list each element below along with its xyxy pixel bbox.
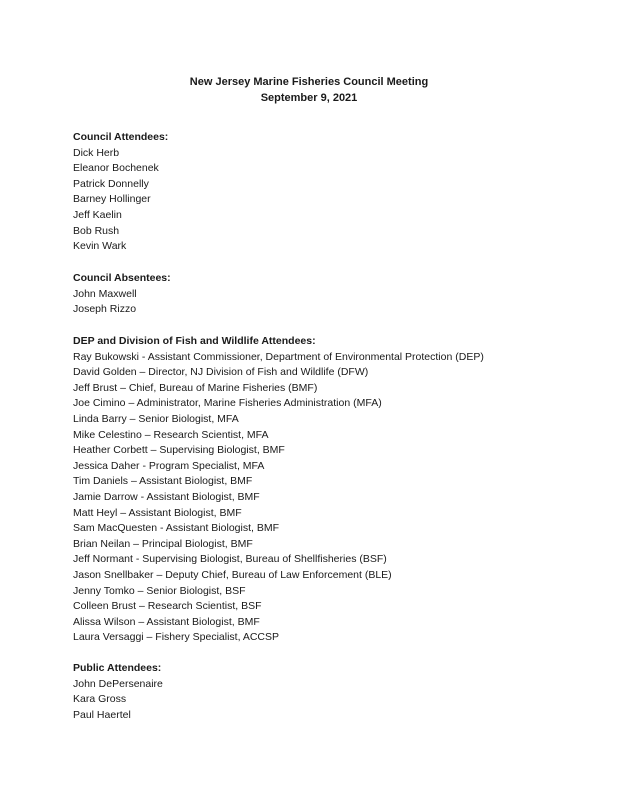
attendee-name: Ray Bukowski - Assistant Commissioner, Department of Environmental Protection (DEP)	[73, 350, 484, 363]
attendee-name: Eleanor Bochenek	[73, 162, 159, 175]
attendee-name: Kara Gross	[73, 693, 127, 706]
attendee-name: Tim Daniels – Assistant Biologist, BMF	[73, 475, 253, 488]
attendee-name: Matt Heyl – Assistant Biologist, BMF	[73, 506, 242, 519]
council-attendees-list	[73, 146, 593, 255]
attendee-name: David Golden – Director, NJ Division of Fish and Wildlife (DFW)	[73, 366, 369, 379]
dep-attendees-list	[73, 350, 593, 646]
council-absentees-list	[73, 287, 593, 318]
attendee-name: Colleen Brust – Research Scientist, BSF	[73, 600, 262, 613]
attendee-name: Linda Barry – Senior Biologist, MFA	[73, 412, 239, 425]
attendee-name: Jamie Darrow - Assistant Biologist, BMF	[73, 490, 260, 503]
document-date: September 9, 2021	[260, 92, 358, 104]
attendee-name: Jeff Normant - Supervising Biologist, Bureau of Shellfisheries (BSF)	[73, 553, 387, 566]
attendee-name: Bob Rush	[73, 224, 120, 237]
attendee-name: Kevin Wark	[73, 240, 127, 253]
attendee-name: Paul Haertel	[73, 708, 131, 721]
attendee-name: Jeff Kaelin	[73, 208, 122, 221]
attendee-name: Alissa Wilson – Assistant Biologist, BMF	[73, 615, 260, 628]
section-heading: Council Attendees:	[73, 131, 169, 143]
attendee-name: Joe Cimino – Administrator, Marine Fisheries Administration (MFA)	[73, 397, 382, 410]
section-heading: Public Attendees:	[73, 662, 162, 674]
attendee-name: Mike Celestino – Research Scientist, MFA	[73, 428, 269, 441]
attendee-name: John DePersenaire	[73, 677, 163, 690]
dep-attendees-section	[73, 334, 593, 646]
attendee-name: Jenny Tomko – Senior Biologist, BSF	[73, 584, 246, 597]
attendee-name: Joseph Rizzo	[73, 303, 137, 316]
section-heading: Council Absentees:	[73, 272, 171, 284]
council-attendees-section	[73, 130, 593, 255]
attendee-name: Heather Corbett – Supervising Biologist, BMF	[73, 444, 285, 457]
attendee-name: Jeff Brust – Chief, Bureau of Marine Fisheries (BMF)	[73, 381, 318, 394]
attendee-name: Brian Neilan – Principal Biologist, BMF	[73, 537, 253, 550]
attendee-name: Jessica Daher - Program Specialist, MFA	[73, 459, 265, 472]
attendee-name: Laura Versaggi – Fishery Specialist, ACCSP	[73, 631, 280, 644]
council-absentees-section	[73, 271, 593, 318]
attendee-name: Barney Hollinger	[73, 193, 151, 206]
section-heading: DEP and Division of Fish and Wildlife Attendees:	[73, 335, 316, 347]
public-attendees-section	[73, 661, 593, 723]
attendee-name: Dick Herb	[73, 146, 120, 159]
attendee-name: John Maxwell	[73, 287, 137, 300]
document-title: New Jersey Marine Fisheries Council Meeting	[189, 76, 429, 88]
public-attendees-list	[73, 677, 593, 724]
attendee-name: Sam MacQuesten - Assistant Biologist, BMF	[73, 522, 279, 535]
attendee-name: Patrick Donnelly	[73, 177, 149, 190]
document-header	[0, 74, 618, 106]
attendee-name: Jason Snellbaker – Deputy Chief, Bureau of Law Enforcement (BLE)	[73, 568, 392, 581]
